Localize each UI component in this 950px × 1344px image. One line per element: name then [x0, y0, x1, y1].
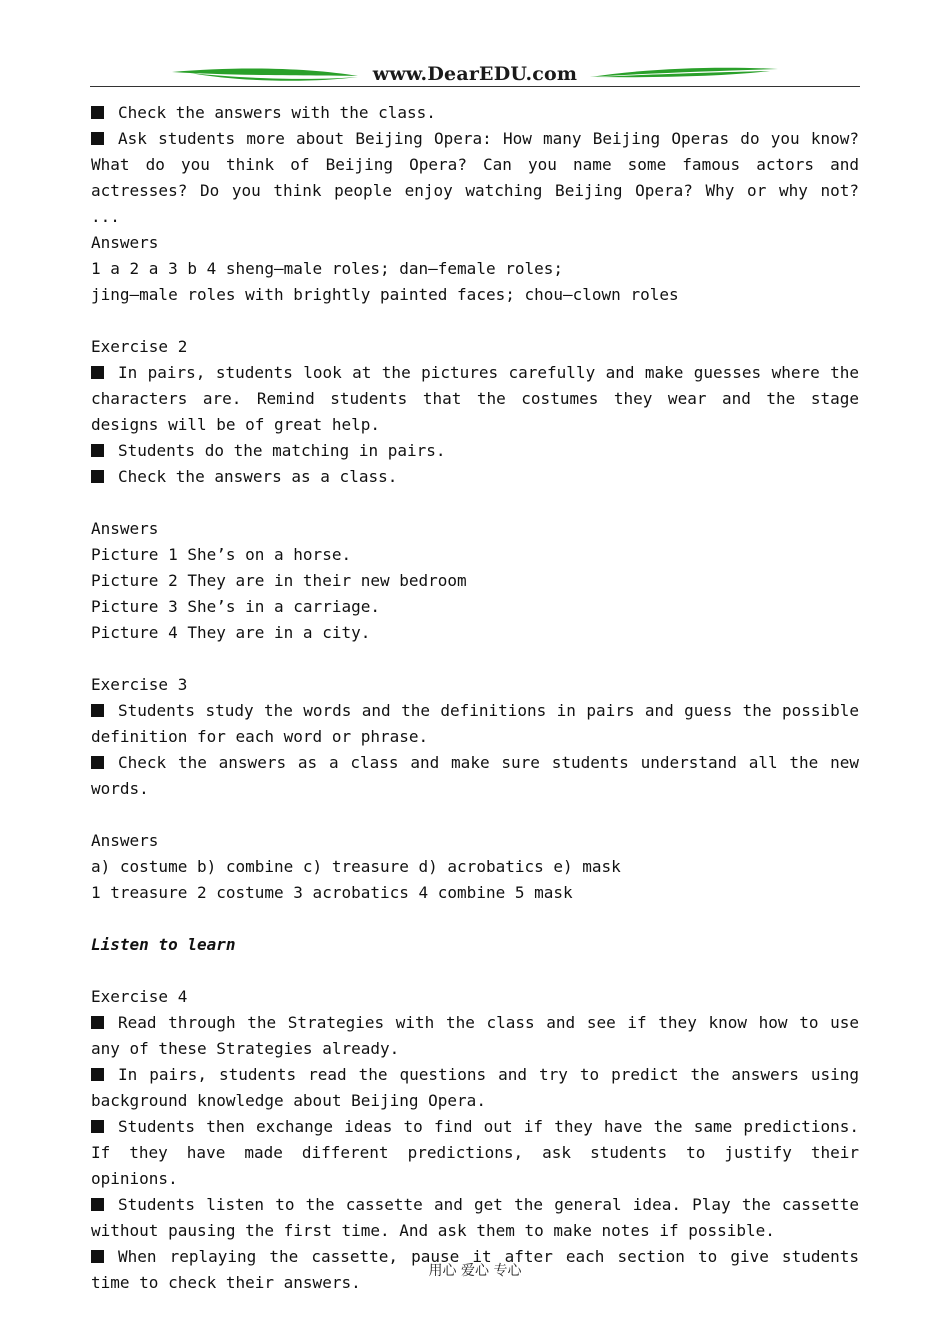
bullet-text: When replaying the cassette, pause it after each section to give students time to check their answers. [91, 1247, 859, 1292]
section-heading: Exercise 3 [91, 675, 188, 694]
bullet-text: Students do the matching in pairs. [118, 441, 446, 460]
bullet-paragraph [91, 1114, 859, 1192]
bullet-text: Students listen to the cassette and get the general idea. Play the cassette without pausing the first time. And ask them to make notes if possible. [91, 1195, 859, 1240]
square-bullet-icon [91, 132, 104, 145]
bullet-paragraph [91, 464, 859, 490]
left-swoosh [172, 69, 358, 76]
bullet-paragraph [91, 126, 859, 230]
bullet-paragraph [91, 1010, 859, 1062]
bullet-text: Students study the words and the definitions in pairs and guess the possible definition for each word or phrase. [91, 701, 859, 746]
blank-line [91, 958, 859, 984]
page-footer: 用心 爱心 专心 [428, 1263, 522, 1279]
square-bullet-icon [91, 444, 104, 457]
bullet-text: In pairs, students look at the pictures carefully and make guesses where the characters are. Remind students that the costumes they wear and the stage designs will be of great help. [91, 363, 859, 434]
site-logo-text: www.DearEDU.com [372, 63, 578, 85]
bullet-text: Students then exchange ideas to find out if they have the same predictions. If they have made different predictions, ask students to justify their opinions. [91, 1117, 859, 1188]
bullet-paragraph [91, 1062, 859, 1114]
bullet-text: Check the answers with the class. [118, 103, 436, 122]
section-heading: Answers [91, 519, 159, 538]
bullet-paragraph [91, 100, 859, 126]
bullet-paragraph [91, 438, 859, 464]
document-body [91, 100, 859, 1296]
square-bullet-icon [91, 1120, 104, 1133]
blank-line [91, 646, 859, 672]
section-heading: Exercise 2 [91, 337, 188, 356]
header-divider [90, 86, 860, 87]
bullet-text: Check the answers as a class and make sure students understand all the new words. [91, 753, 859, 798]
section-heading: Exercise 4 [91, 987, 188, 1006]
square-bullet-icon [91, 1068, 104, 1081]
square-bullet-icon [91, 756, 104, 769]
bullet-paragraph [91, 1192, 859, 1244]
text-line: 1 treasure 2 costume 3 acrobatics 4 combine 5 mask [91, 883, 573, 902]
text-line: Picture 2 They are in their new bedroom [91, 571, 467, 590]
section-heading: Answers [91, 831, 159, 850]
text-line: jing—male roles with brightly painted faces; chou—clown roles [91, 285, 679, 304]
bullet-text: Ask students more about Beijing Opera: How many Beijing Operas do you know? What do you think of Beijing Opera? Can you name some famous actors and actresses? Do you think people enjoy watching Beijing Opera? Why or why not? ... [91, 129, 859, 226]
square-bullet-icon [91, 366, 104, 379]
text-line: a) costume b) combine c) treasure d) acrobatics e) mask [91, 857, 621, 876]
square-bullet-icon [91, 106, 104, 119]
bullet-paragraph [91, 360, 859, 438]
text-line: Picture 1 She’s on a horse. [91, 545, 352, 564]
blank-line [91, 802, 859, 828]
square-bullet-icon [91, 1198, 104, 1211]
bullet-text: In pairs, students read the questions and try to predict the answers using background knowledge about Beijing Opera. [91, 1065, 859, 1110]
bullet-paragraph [91, 750, 859, 802]
blank-line [91, 308, 859, 334]
page-header [90, 60, 860, 90]
bullet-text: Check the answers as a class. [118, 467, 398, 486]
bullet-text: Read through the Strategies with the class and see if they know how to use any of these Strategies already. [91, 1013, 859, 1058]
text-line: 1 a 2 a 3 b 4 sheng—male roles; dan—female roles; [91, 259, 564, 278]
blank-line [91, 906, 859, 932]
subsection-title: Listen to learn [91, 935, 236, 954]
square-bullet-icon [91, 470, 104, 483]
section-heading: Answers [91, 233, 159, 252]
square-bullet-icon [91, 1016, 104, 1029]
bullet-paragraph [91, 698, 859, 750]
square-bullet-icon [91, 704, 104, 717]
text-line: Picture 3 She’s in a carriage. [91, 597, 380, 616]
blank-line [91, 490, 859, 516]
text-line: Picture 4 They are in a city. [91, 623, 371, 642]
